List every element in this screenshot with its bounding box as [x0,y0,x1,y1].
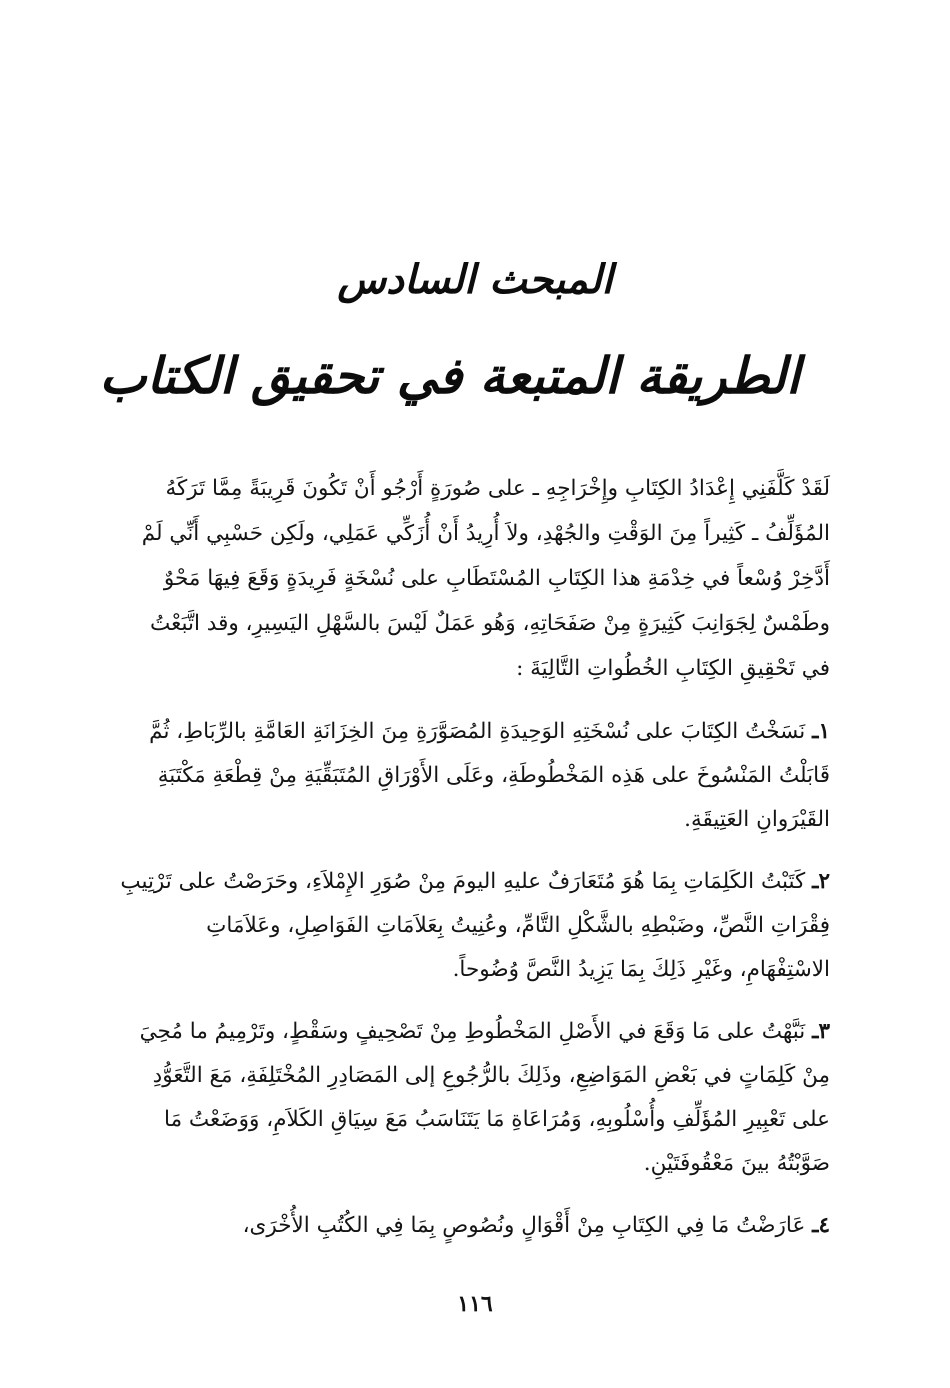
paragraph-text: كَتَبْتُ الكَلِمَاتِ بِمَا هُوَ مُتَعَارَفٌ عليهِ اليومَ مِنْ صُوَرِ الإِمْلاَءِ، وحَرَصْتُ على تَرْتِيبِ فِقْرَاتِ النَّصِّ، وضَبْطِهِ بالشَّكْلِ التَّامِّ، وعُنِيتُ بِعَلاَمَاتِ الفَوَاصِلِ، وعَلاَمَاتِ الاسْتِفْهَامِ، وغَيْرِ ذَلِكَ بِمَا يَزِيدُ النَّصَّ وُضُوحاً. [120,869,830,982]
intro-paragraph [118,466,830,691]
numbered-paragraph-2 [118,860,830,992]
paragraph-number: ٢ـ [812,869,830,894]
paragraph-text: عَارَضْتُ مَا فِي الكِتَابِ مِنْ أَقْوَالٍ ونُصُوصٍ بِمَا فِي الكُتُبِ الأُخْرَى، [242,1213,806,1238]
paragraph-number: ١ـ [812,719,830,744]
chapter-title: الطريقة المتبعة في تحقيق الكتاب [99,347,800,405]
paragraph-number: ٣ـ [812,1019,830,1044]
body-text [118,466,830,1266]
page-number: ١١٦ [457,1291,493,1317]
paragraph-number: ٤ـ [812,1213,830,1238]
numbered-paragraph-4 [118,1204,830,1248]
paragraph-text: لَقَدْ كَلَّفَنِي إِعْدَادُ الكِتَابِ وإِخْرَاجِهِ ـ على صُورَةٍ أَرْجُو أَنْ تَكُونَ قَرِيبَةً مِمَّا تَرَكَهُ المُؤَلِّفُ ـ كَثِيراً مِنَ الوَقْتِ والجُهْدِ، ولاَ أُرِيدُ أَنْ أُزَكِّي عَمَلِي، ولَكِن حَسْبِي أَنِّي لَمْ أَدَّخِرْ وُسْعاً في خِدْمَةِ هذا الكِتَابِ المُسْتَطَابِ على نُسْخَةٍ فَرِيدَةٍ وَقَعَ فِيهَا مَحْوٌ وطَمْسٌ لِجَوَانِبَ كَثِيرَةٍ مِنْ صَفَحَاتِهِ، وَهُو عَمَلٌ لَيْسَ بالسَّهْلِ اليَسِيرِ، وقد اتَّبَعْتُ في تَحْقِيقِ الكِتَابِ الخُطُواتِ التَّالِيَةَ : [141,476,830,681]
numbered-paragraph-1 [118,710,830,842]
numbered-paragraph-3 [118,1010,830,1186]
paragraph-text: نَسَخْتُ الكِتَابَ على نُسْخَتِهِ الوَحِيدَةِ المُصَوَّرَةِ مِنَ الخِزَانَةِ العَامَّةِ بالرِّبَاطِ، ثُمَّ قَابَلْتُ المَنْسُوخَ على هَذِه المَخْطُوطَةِ، وعَلَى الأَوْرَاقِ المُتَبَقِّيَةِ مِنْ قِطْعَةِ مَكْتَبَةِ القَيْرَوانِ العَتِيقَةِ. [149,719,830,832]
section-heading: المبحث السادس [337,257,613,303]
paragraph-text: نَبَّهْتُ على مَا وَقَعَ في الأَصْلِ المَخْطُوطِ مِنْ تَصْحِيفٍ وسَقْطٍ، وتَرْمِيمُ ما مُحِيَ مِنْ كَلِمَاتٍ في بَعْضِ المَوَاضِعِ، وذَلِكَ بالرُّجُوعِ إلى المَصَادِرِ المُخْتَلِفَةِ، مَعَ التَّعَوُّدِ على تَعْبِيرِ المُؤَلِّفِ وأُسْلُوبِهِ، وَمُرَاعَاةِ مَا يَتَنَاسَبُ مَعَ سِيَاقِ الكَلاَمِ، وَوَضَعْتُ مَا صَوَّبْتُهُ بينَ مَعْقُوفَتَيْنِ. [139,1019,830,1176]
